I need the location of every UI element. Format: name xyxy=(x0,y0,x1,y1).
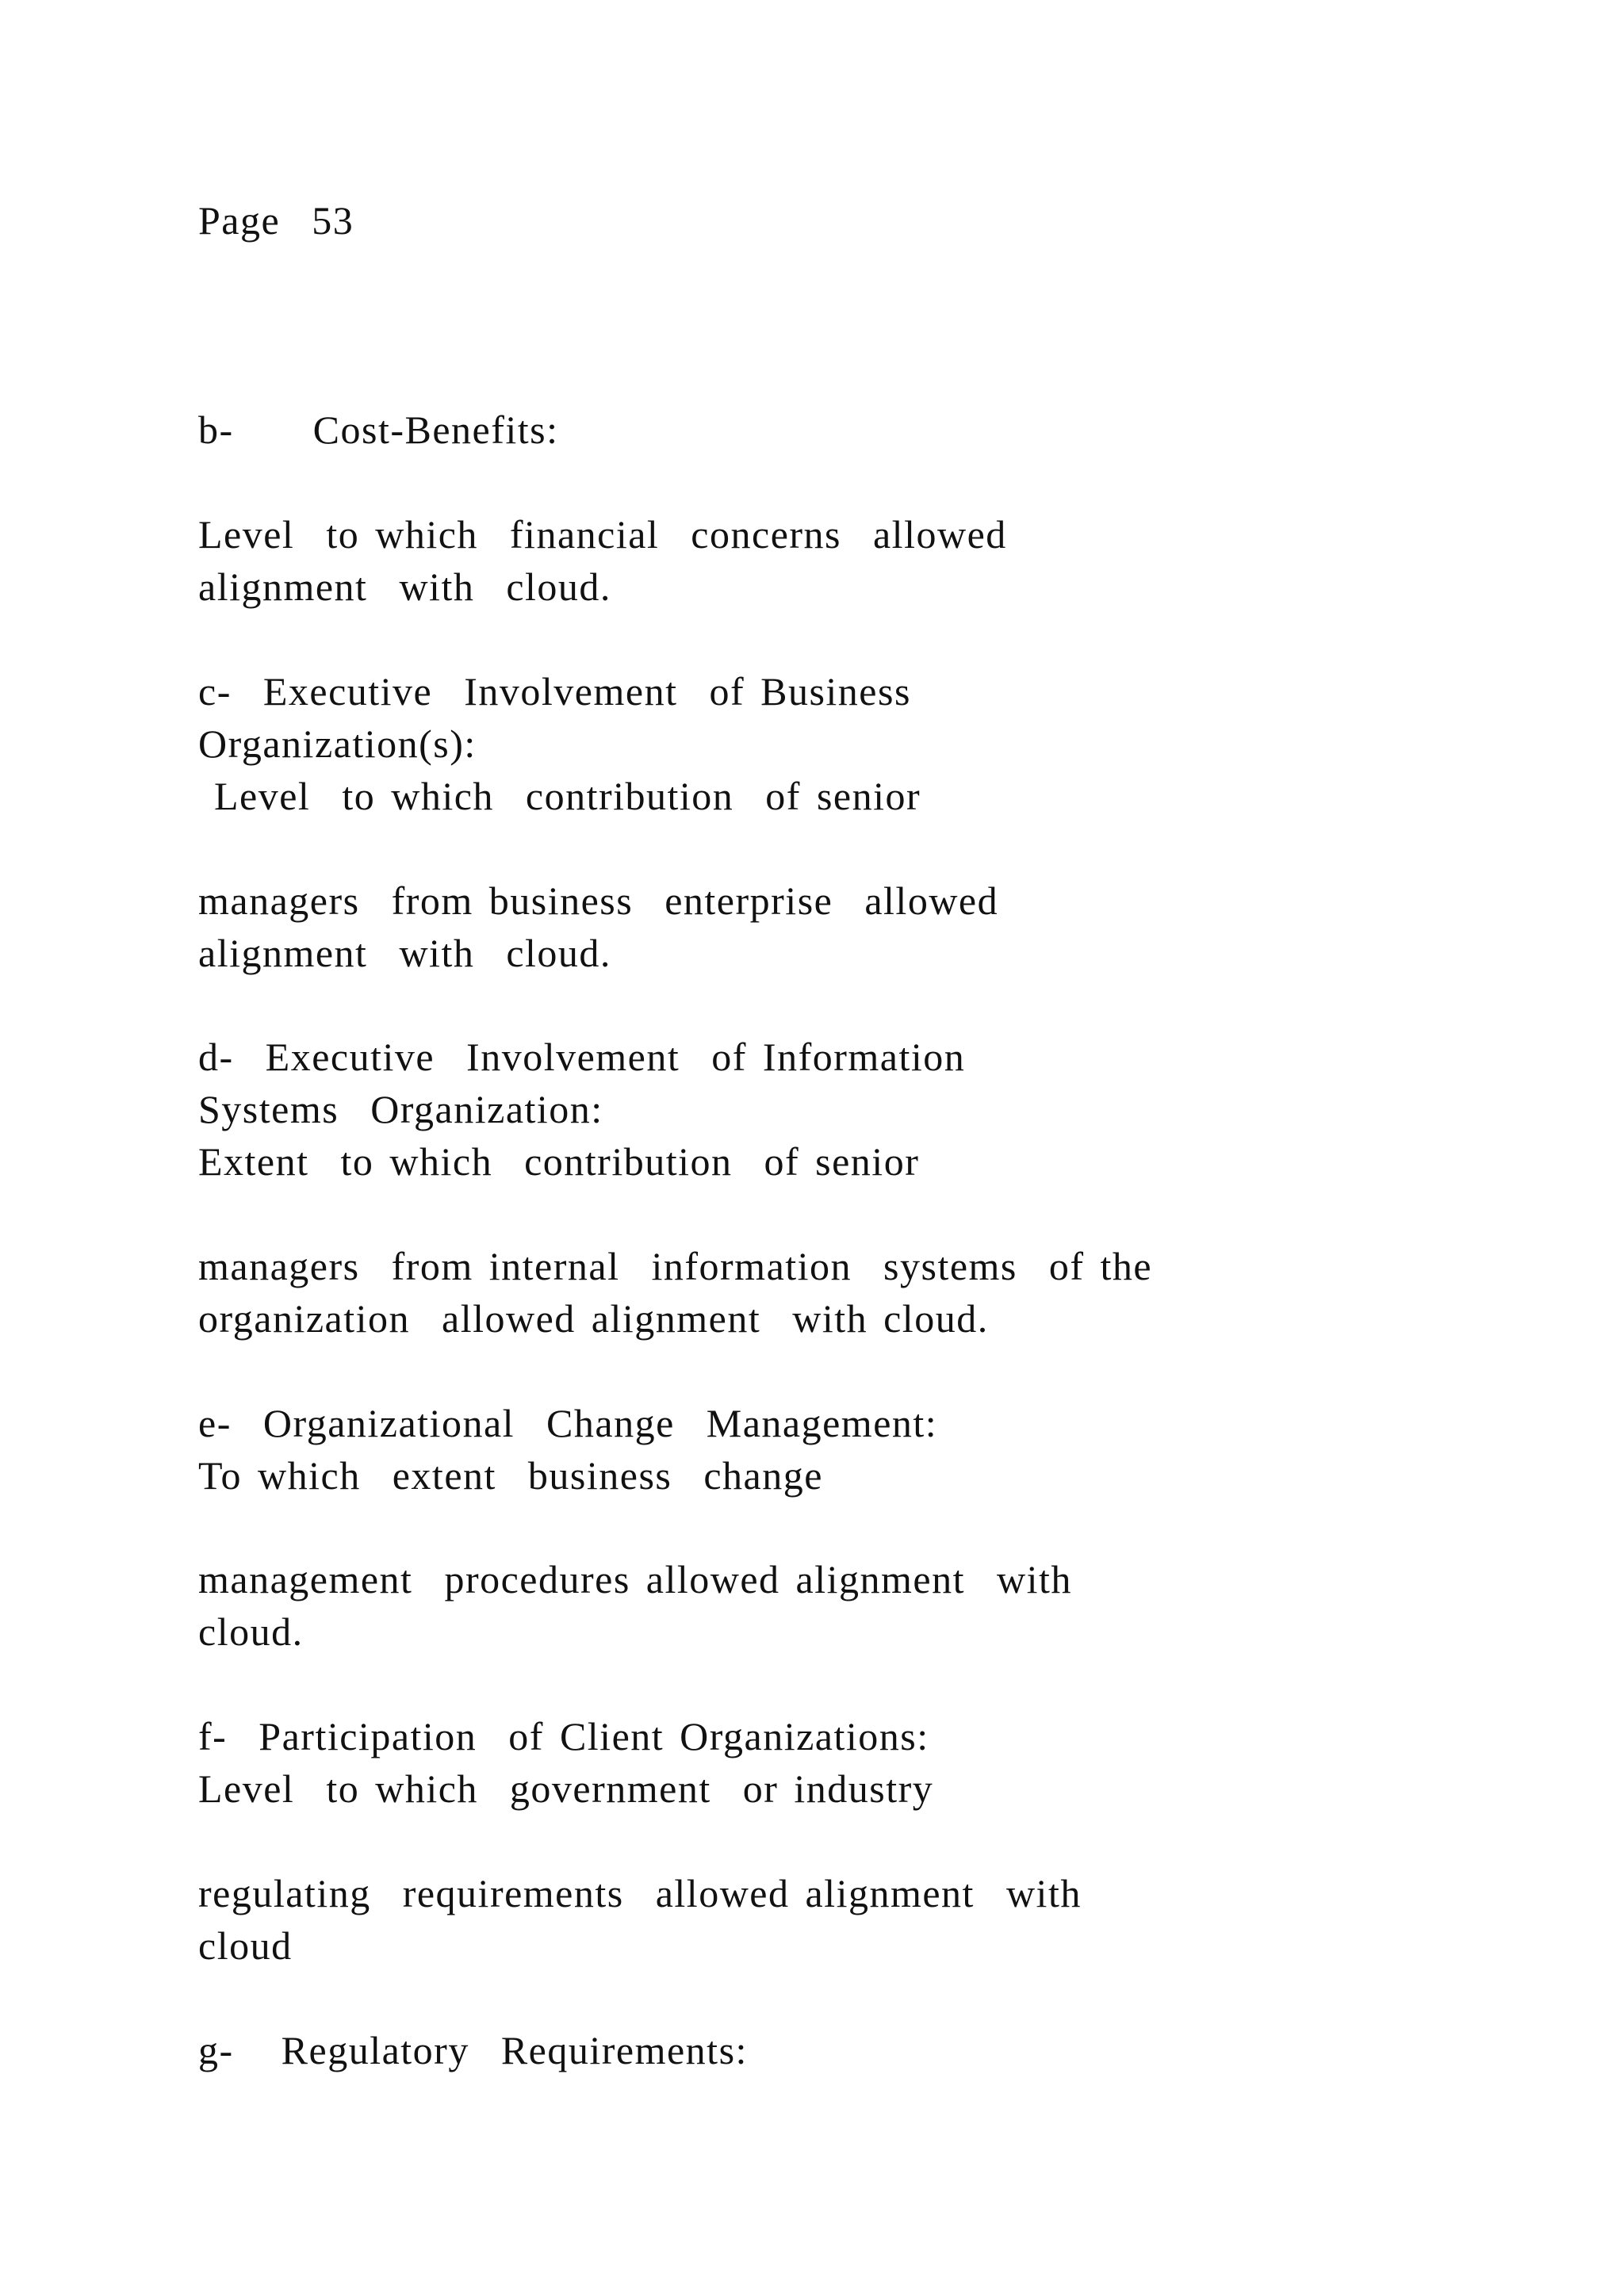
section-b-heading: b- Cost-Benefits: xyxy=(198,408,559,452)
section-e-body-line-3: cloud. xyxy=(198,1609,304,1654)
section-d-body-line-2: managers from internal information systems of the xyxy=(198,1244,1153,1288)
section-f-heading: f- Participation of Client Organizations: xyxy=(198,1714,929,1758)
section-b-body-line-1: Level to which financial concerns allowed xyxy=(198,512,1007,557)
section-f-body-line-1: Level to which government or industry xyxy=(198,1766,934,1811)
section-c-heading-line-2: Organization(s): xyxy=(198,721,477,766)
section-f-body-line-3: cloud xyxy=(198,1923,293,1968)
section-e-body-line-1: To which extent business change xyxy=(198,1453,823,1498)
section-d-body-line-1: Extent to which contribution of senior xyxy=(198,1139,920,1184)
section-c-body-line-3: alignment with cloud. xyxy=(198,931,611,975)
section-e-body-line-2: management procedures allowed alignment with xyxy=(198,1557,1072,1601)
section-f-body-line-2: regulating requirements allowed alignment with xyxy=(198,1871,1082,1915)
section-e-heading: e- Organizational Change Management: xyxy=(198,1401,938,1445)
section-d-body-line-3: organization allowed alignment with cloud. xyxy=(198,1296,989,1341)
section-c-heading-line-1: c- Executive Involvement of Business xyxy=(198,669,911,714)
section-g-heading: g- Regulatory Requirements: xyxy=(198,2028,748,2072)
section-b-body-line-2: alignment with cloud. xyxy=(198,564,611,609)
section-c-body-line-2: managers from business enterprise allowed xyxy=(198,878,999,923)
section-c-body-line-1: Level to which contribution of senior xyxy=(198,774,921,818)
section-d-heading-line-1: d- Executive Involvement of Information xyxy=(198,1035,966,1079)
page-number: Page 53 xyxy=(198,198,354,243)
section-d-heading-line-2: Systems Organization: xyxy=(198,1087,603,1131)
